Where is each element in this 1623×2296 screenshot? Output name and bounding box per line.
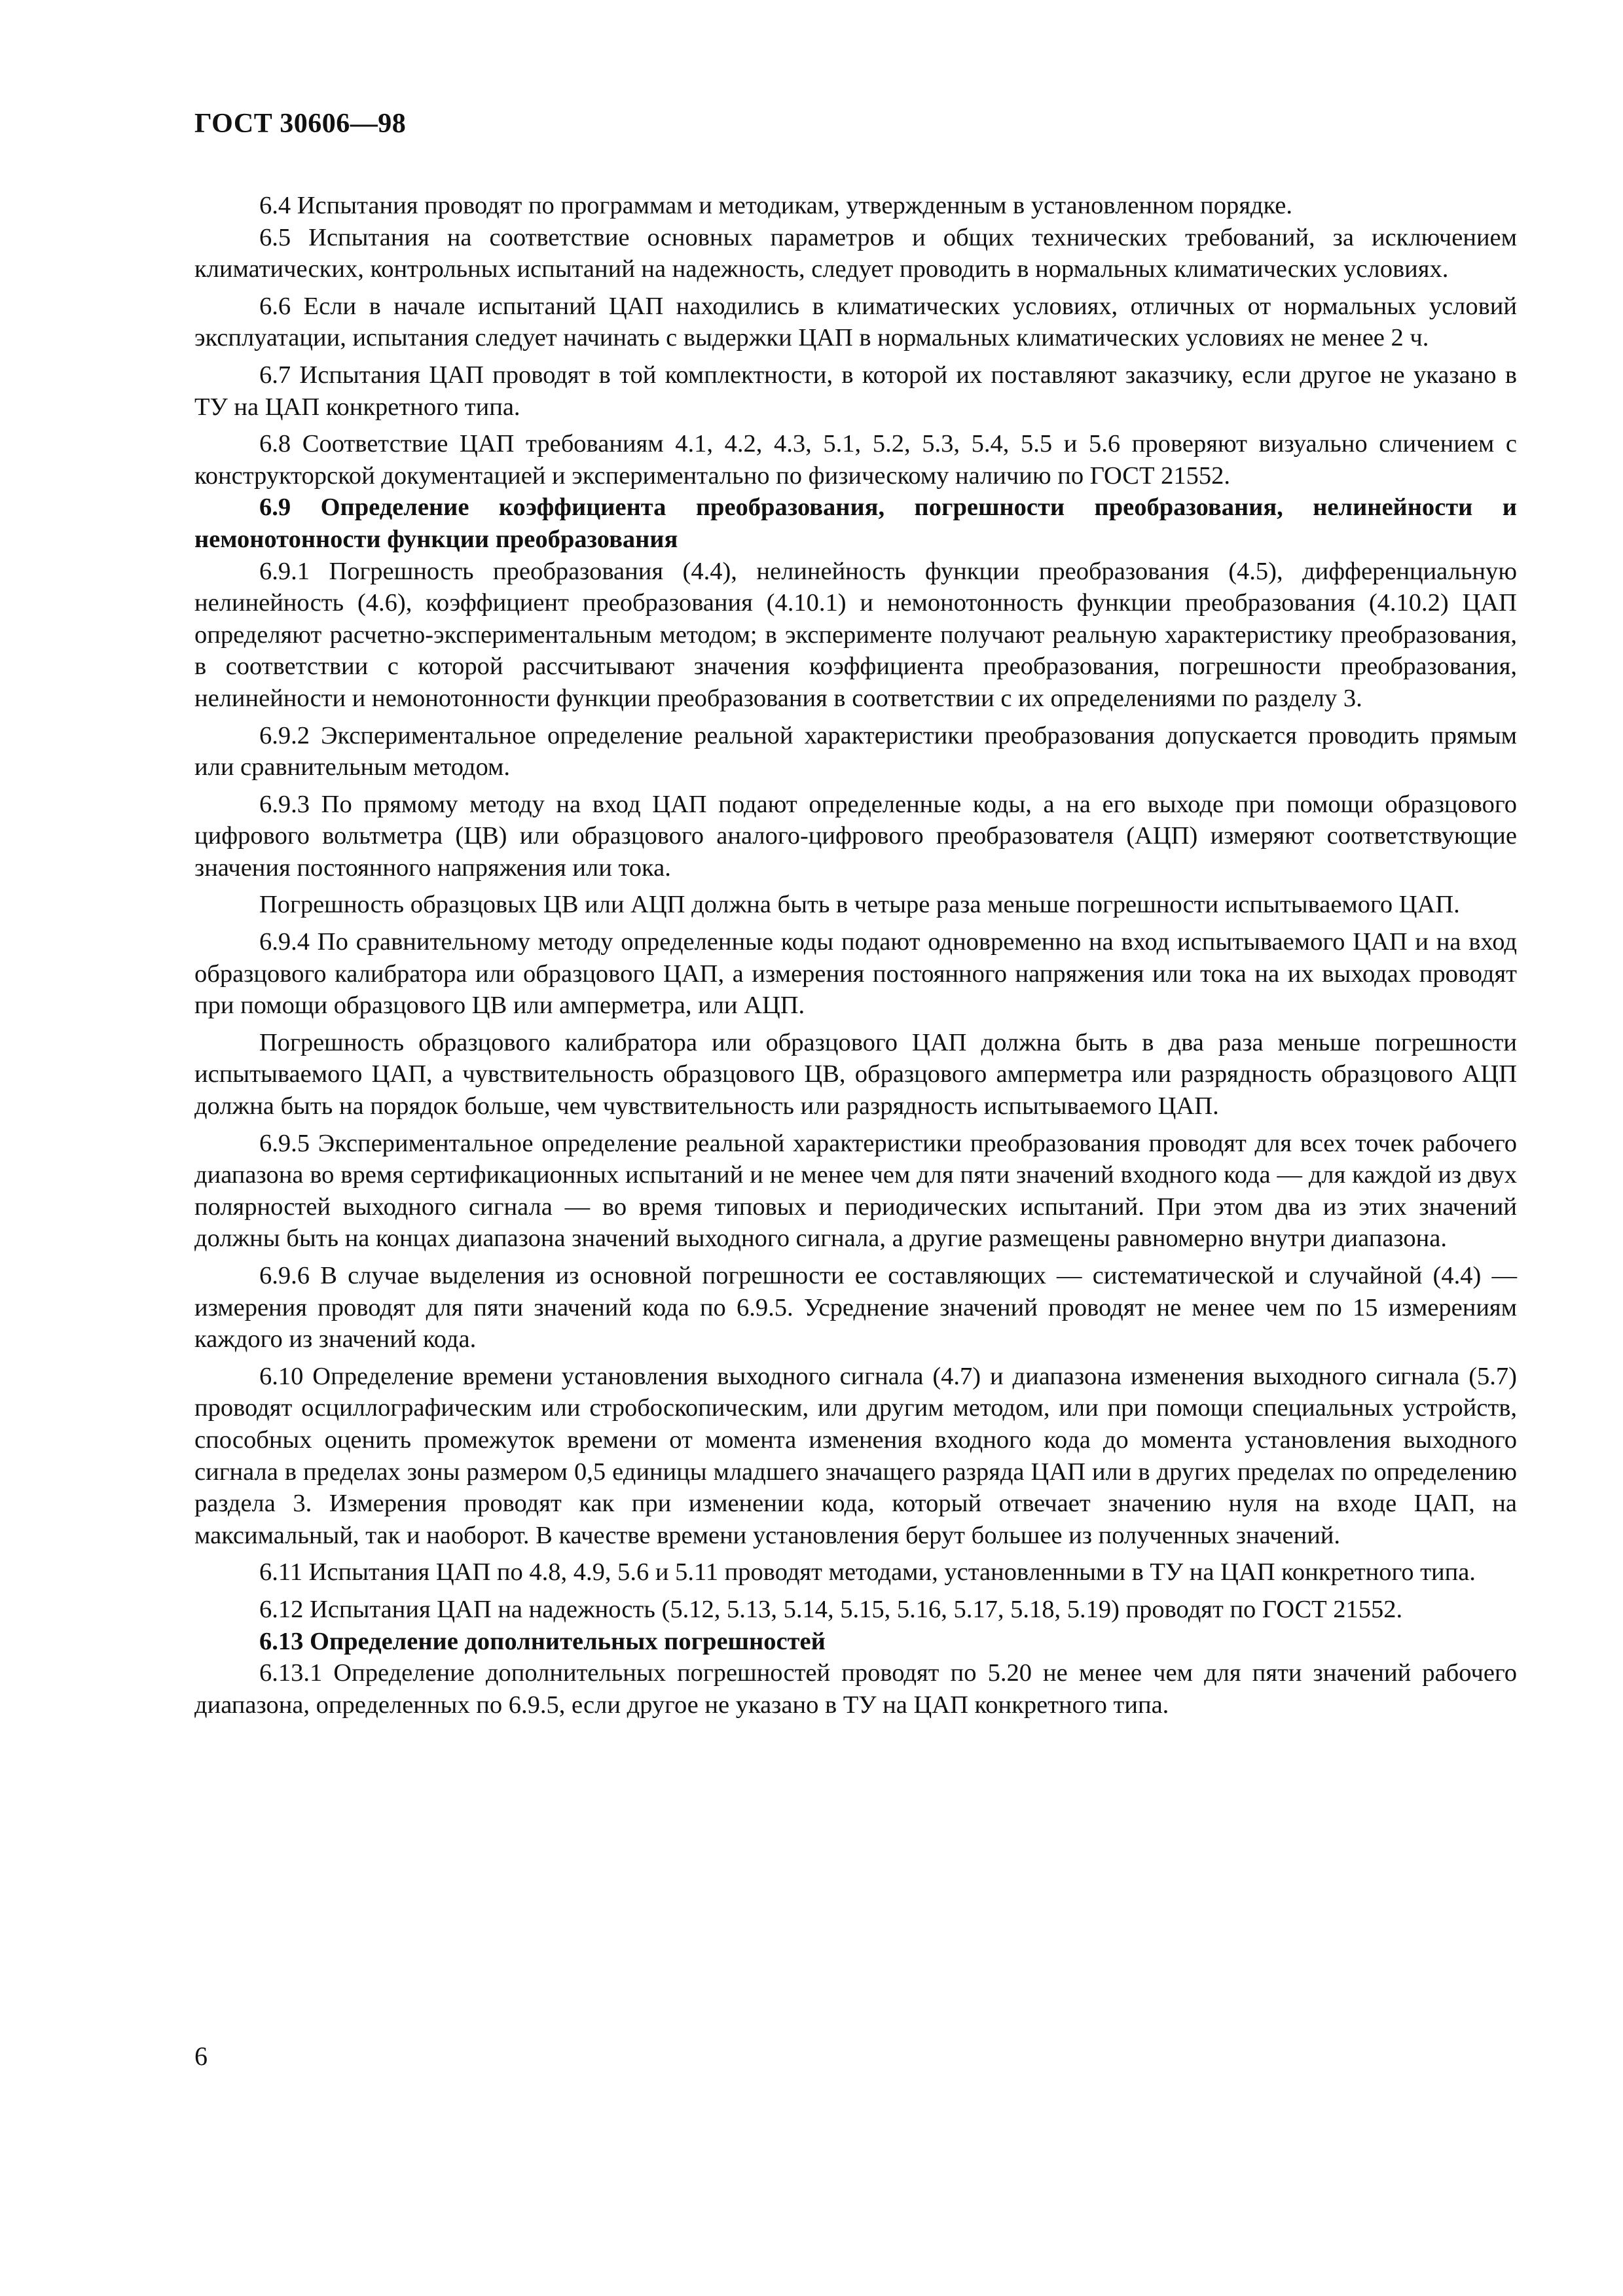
paragraph-6-8: 6.8 Соответствие ЦАП требованиям 4.1, 4.2, 4.3, 5.1, 5.2, 5.3, 5.4, 5.5 и 5.6 проверяют визуально сличением с конструкторской документацией и экспериментально по физическому наличию по ГОСТ 21552.	[194, 430, 1517, 490]
paragraph-6-9-3: 6.9.3 По прямому методу на вход ЦАП подают определенные коды, а на его выходе при помощи образцового цифрового вольтметра (ЦВ) или образцового аналого-цифрового преобразователя (АЦП) измеряют соответствующие значения постоянного напряжения или тока.	[194, 790, 1517, 882]
section-heading-6-9: 6.9 Определение коэффициента преобразования, погрешности преобразования, нелинейности и немонотонности функции преобразования	[194, 493, 1517, 553]
paragraph-6-6: 6.6 Если в начале испытаний ЦАП находились в климатических условиях, отличных от нормальных условий эксплуатации, испытания следует начинать с выдержки ЦАП в нормальных климатических условиях не менее 2 ч.	[194, 292, 1517, 352]
paragraph-6-12: 6.12 Испытания ЦАП на надежность (5.12, 5.13, 5.14, 5.15, 5.16, 5.17, 5.18, 5.19) проводят по ГОСТ 21552.	[259, 1595, 1403, 1623]
paragraph-6-4: 6.4 Испытания проводят по программам и методикам, утвержденным в установленном порядке.	[259, 192, 1292, 219]
section-heading-6-13: 6.13 Определение дополнительных погрешностей	[259, 1627, 826, 1655]
paragraph-6-10: 6.10 Определение времени установления выходного сигнала (4.7) и диапазона изменения выходного сигнала (5.7) проводят осциллографическим или стробоскопическим, или другим методом, или при помощи специальных устройств, способных оценить промежуток времени от момента изменения входного кода до момента установления выходного сигнала в пределах зоны размером 0,5 единицы младшего значащего разряда ЦАП или в других пределах по определению раздела 3. Измерения проводят как при изменении кода, который отвечает значению нуля на входе ЦАП, на максимальный, так и наоборот. В качестве времени установления берут большее из полученных значений.	[194, 1362, 1517, 1549]
paragraph-6-9-4: 6.9.4 По сравнительному методу определенные коды подают одновременно на вход испытываемого ЦАП и на вход образцового калибратора или образцового ЦАП, а измерения постоянного напряжения или тока на их выходах проводят при помощи образцового ЦВ или амперметра, или АЦП.	[194, 928, 1517, 1020]
paragraph-6-9-6: 6.9.6 В случае выделения из основной погрешности ее составляющих — систематической и случайной (4.4) — измерения проводят для пяти значений кода по 6.9.5. Усреднение значений проводят не менее чем по 15 измерениям каждого из значений кода.	[194, 1262, 1517, 1354]
document-header: ГОСТ 30606—98	[194, 109, 407, 139]
paragraph-6-13-1: 6.13.1 Определение дополнительных погрешностей проводят по 5.20 не менее чем для пяти значений рабочего диапазона, определенных по 6.9.5, если другое не указано в ТУ на ЦАП конкретного типа.	[194, 1659, 1517, 1719]
paragraph-6-9-4-note: Погрешность образцового калибратора или образцового ЦАП должна быть в два раза меньше погрешности испытываемого ЦАП, а чувствительность образцового ЦВ, образцового амперметра или разрядность образцового АЦП должна быть на порядок больше, чем чувствительность или разрядность испытываемого ЦАП.	[194, 1028, 1517, 1121]
paragraph-6-9-3-note: Погрешность образцовых ЦВ или АЦП должна быть в четыре раза меньше погрешности испытываемого ЦАП.	[259, 891, 1460, 919]
paragraph-6-9-5: 6.9.5 Экспериментальное определение реальной характеристики преобразования проводят для всех точек рабочего диапазона во время сертификационных испытаний и не менее чем для пяти значений входного кода — для каждой из двух полярностей выходного сигнала — во время типовых и периодических испытаний. При этом два из этих значений должны быть на концах диапазона значений выходного сигнала, а другие размещены равномерно внутри диапазона.	[194, 1129, 1517, 1253]
document-body	[194, 190, 1517, 1721]
paragraph-6-9-1: 6.9.1 Погрешность преобразования (4.4), нелинейность функции преобразования (4.5), дифференциальную нелинейность (4.6), коэффициент преобразования (4.10.1) и немонотонность функции преобразования (4.10.2) ЦАП определяют расчетно-экспериментальным методом; в эксперименте получают реальную характеристику преобразования, в соответствии с которой рассчитывают значения коэффициента преобразования, погрешности преобразования, нелинейности и немонотонности функции преобразования в соответствии с их определениями по разделу 3.	[194, 557, 1517, 712]
paragraph-6-5: 6.5 Испытания на соответствие основных параметров и общих технических требований, за исключением климатических, контрольных испытаний на надежность, следует проводить в нормальных климатических условиях.	[194, 223, 1517, 283]
paragraph-6-11: 6.11 Испытания ЦАП по 4.8, 4.9, 5.6 и 5.11 проводят методами, установленными в ТУ на ЦАП конкретного типа.	[259, 1558, 1476, 1587]
page-number: 6	[194, 2041, 208, 2071]
paragraph-6-7: 6.7 Испытания ЦАП проводят в той комплектности, в которой их поставляют заказчику, если другое не указано в ТУ на ЦАП конкретного типа.	[194, 361, 1517, 421]
paragraph-6-9-2: 6.9.2 Экспериментальное определение реальной характеристики преобразования допускается проводить прямым или сравнительным методом.	[194, 721, 1517, 781]
